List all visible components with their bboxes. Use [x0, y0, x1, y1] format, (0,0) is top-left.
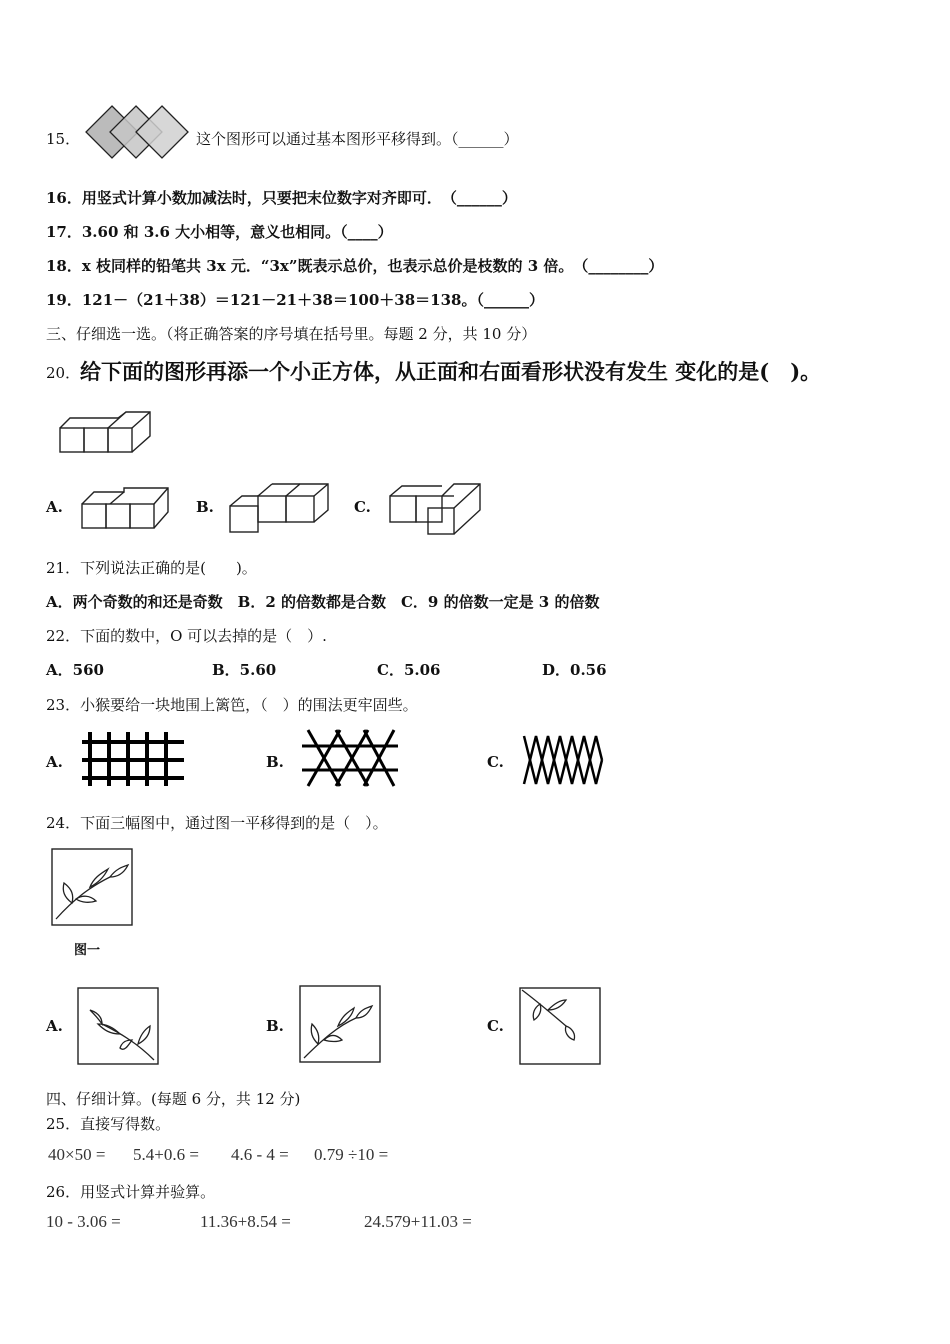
q17-text: 17．3.60 和 3.6 大小相等，意义也相同。（____）	[46, 223, 393, 241]
q19-text: 19．121－（21＋38）＝121－21＋38＝100＋38＝138。（______）	[46, 291, 544, 309]
fence-grid-figure-a[interactable]	[80, 730, 186, 788]
q20-text: 给下面的图形再添一个小正方体，从正面和右面看形状没有发生 变化的是( )。	[80, 359, 822, 384]
cube-figure-b[interactable]	[228, 482, 332, 534]
q20-option-c-label: C.	[354, 498, 371, 516]
cube-figure-c[interactable]	[388, 482, 486, 536]
q23-option-b-label: B.	[266, 753, 284, 771]
q25-expr-4: 0.79 ÷10 =	[314, 1145, 389, 1164]
q21-text: 21．下列说法正确的是( )。	[46, 559, 257, 577]
q26-expr-2: 11.36+8.54 =	[200, 1212, 291, 1231]
q22-option-c[interactable]: C．5.06	[377, 661, 441, 679]
q26-text: 26．用竖式计算并验算。	[46, 1183, 216, 1201]
q26-expr-3: 24.579+11.03 =	[364, 1212, 472, 1231]
figure-one-leaf-branch	[50, 847, 134, 927]
section-3-heading: 三、仔细选一选。（将正确答案的序号填在括号里。每题 2 分，共 10 分）	[46, 325, 537, 343]
q24-option-a-label: A.	[46, 1017, 63, 1035]
figure-one-caption: 图一	[74, 943, 101, 958]
cube-figure-base	[58, 410, 158, 456]
q24-option-b-label: B.	[266, 1017, 284, 1035]
q20-option-b-label: B.	[196, 498, 214, 516]
q20-option-a-label: A.	[46, 498, 63, 516]
leaf-figure-a[interactable]	[76, 986, 160, 1066]
q23-option-a-label: A.	[46, 753, 63, 771]
fence-zigzag-figure-c[interactable]	[522, 734, 604, 786]
q24-text: 24．下面三幅图中，通过图一平移得到的是（ ）。	[46, 814, 388, 832]
q18-text: 18．x 枝同样的铅笔共 3x 元．“3x”既表示总价，也表示总价是枝数的 3 倍。 （________）	[46, 257, 664, 275]
leaf-figure-c[interactable]	[518, 986, 602, 1066]
q24-option-c-label: C.	[487, 1017, 504, 1035]
q25-expr-2: 5.4+0.6 =	[133, 1145, 199, 1164]
q23-option-c-label: C.	[487, 753, 504, 771]
q20-number: 20．	[46, 364, 81, 382]
fence-cross-figure-b[interactable]	[300, 728, 400, 788]
q15-number: 15．	[46, 130, 81, 148]
cube-figure-a[interactable]	[80, 486, 176, 532]
section-4-heading: 四、仔细计算。(每题 6 分，共 12 分)	[46, 1090, 301, 1108]
q21-options: A．两个奇数的和还是奇数 B．2 的倍数都是合数 C．9 的倍数一定是 3 的倍数	[46, 593, 600, 611]
q22-option-d[interactable]: D．0.56	[542, 661, 607, 679]
q23-text: 23．小猴要给一块地围上篱笆，（ ）的围法更牢固些。	[46, 696, 418, 714]
q15-text: 这个图形可以通过基本图形平移得到。（______）	[196, 130, 519, 148]
q25-expr-1: 40×50 =	[48, 1145, 106, 1164]
q25-expr-3: 4.6 - 4 =	[231, 1145, 289, 1164]
q16-text: 16．用竖式计算小数加减法时，只要把末位数字对齐即可． （______）	[46, 189, 517, 207]
q26-expr-1: 10 - 3.06 =	[46, 1212, 121, 1231]
q25-text: 25．直接写得数。	[46, 1115, 171, 1133]
q22-option-a[interactable]: A．560	[46, 661, 104, 679]
overlapping-squares-figure	[84, 104, 194, 162]
q22-text: 22．下面的数中，O 可以去掉的是（ ）.	[46, 627, 327, 645]
q22-option-b[interactable]: B．5.60	[212, 661, 277, 679]
leaf-figure-b[interactable]	[298, 984, 382, 1064]
